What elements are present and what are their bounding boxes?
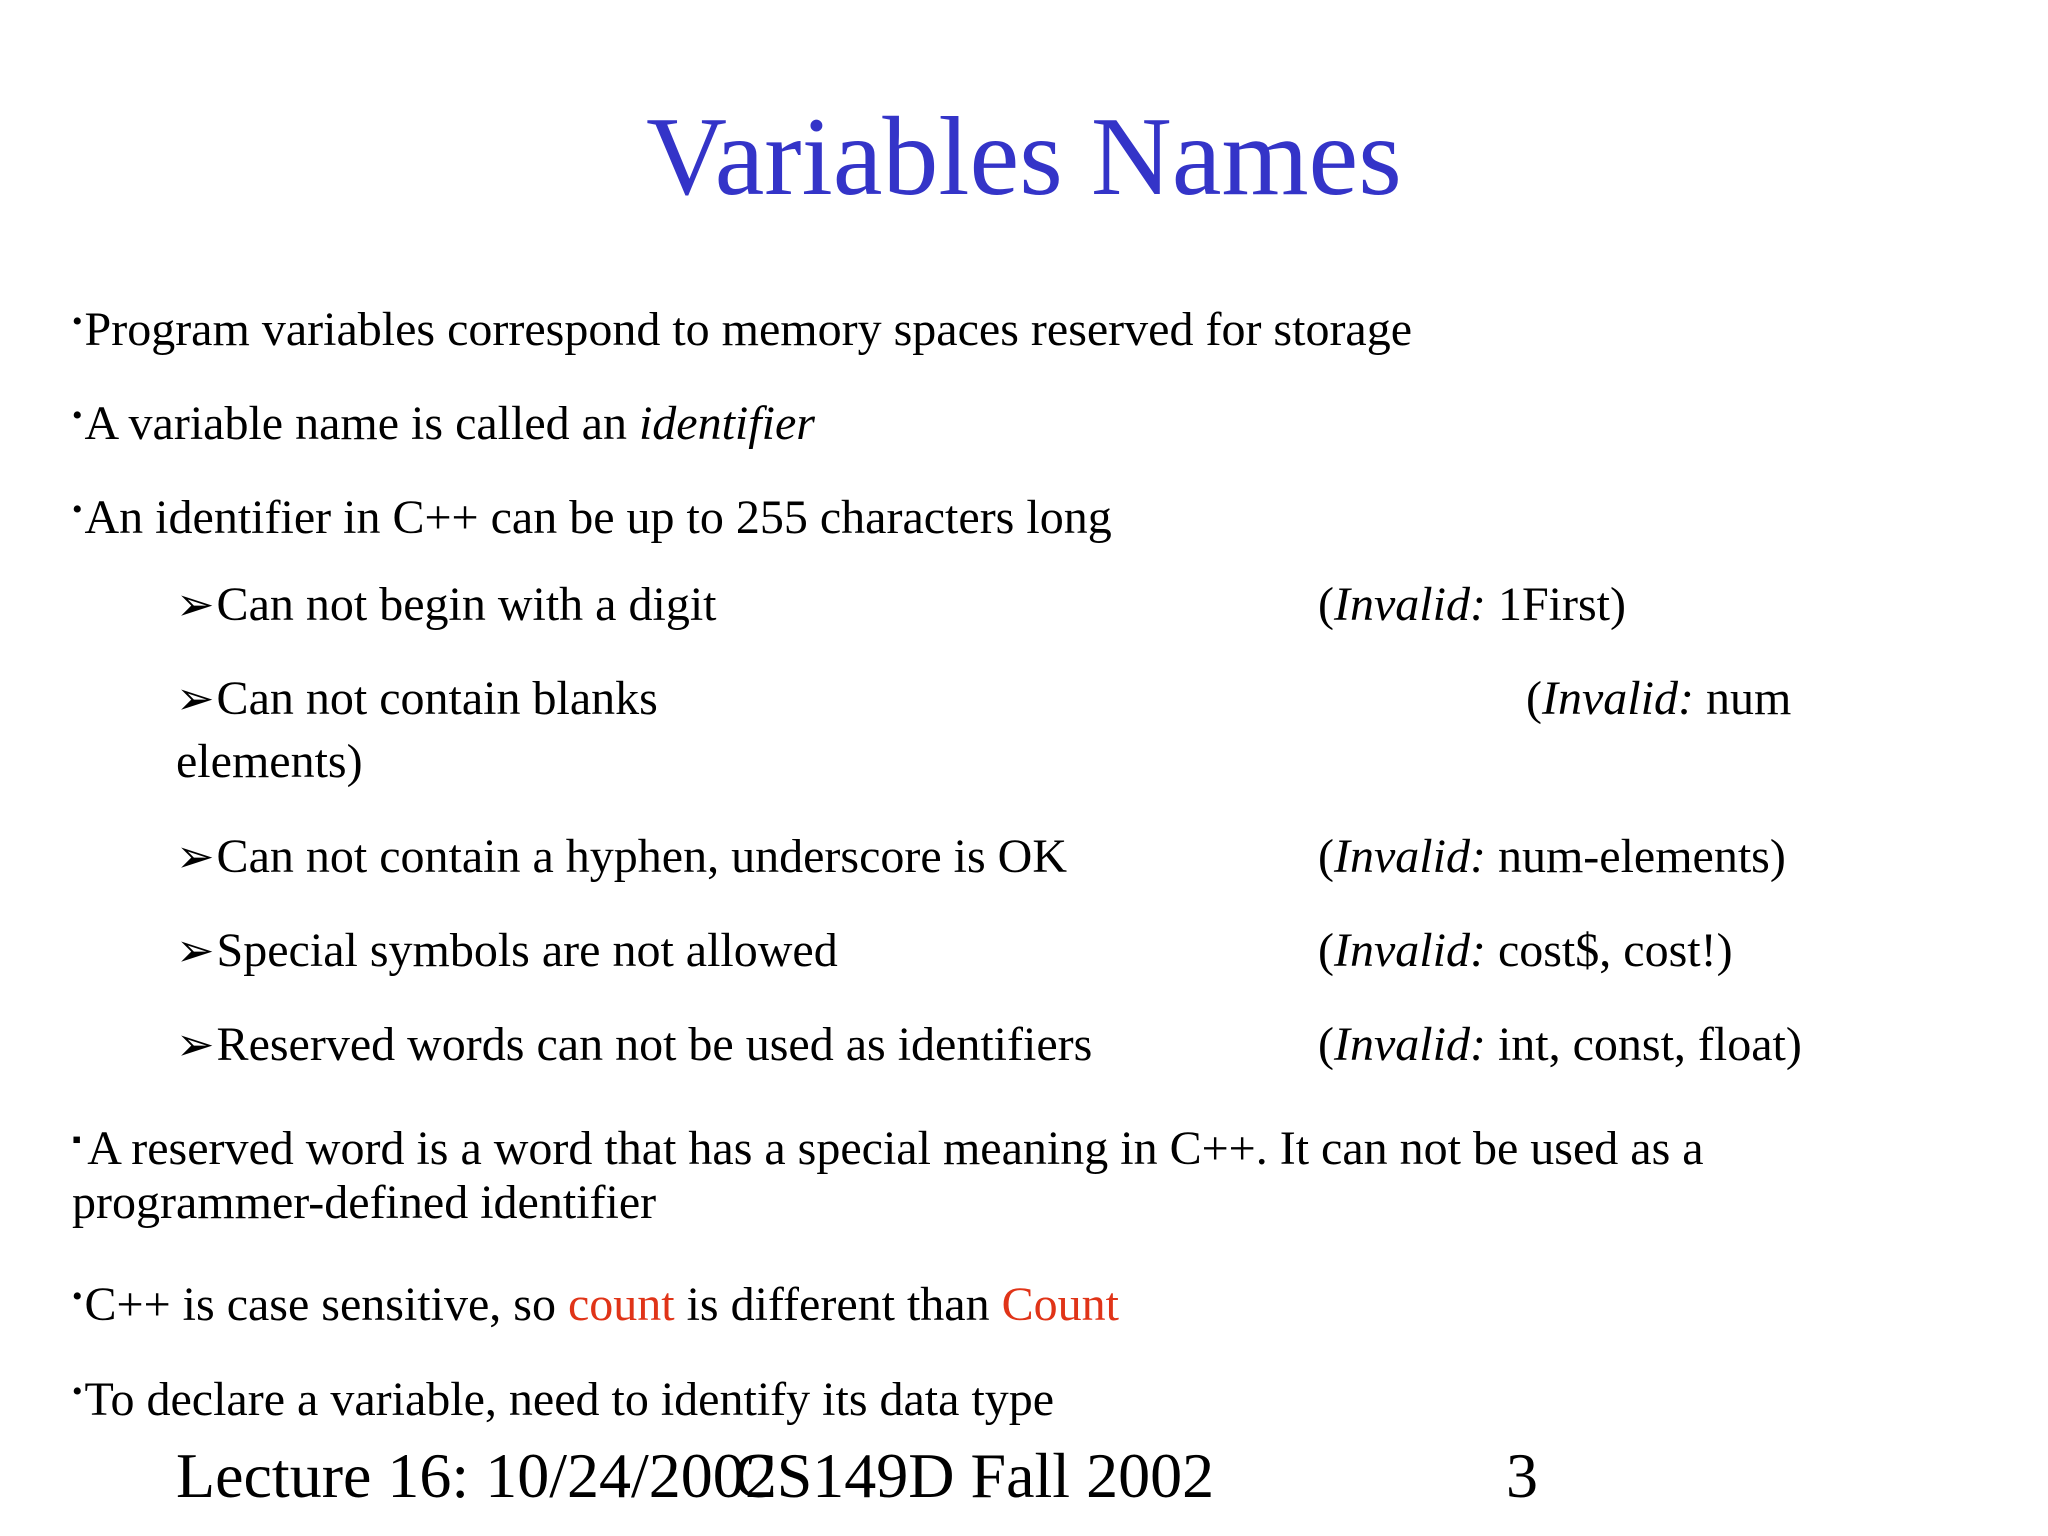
- bullet-icon: •: [72, 1280, 83, 1313]
- bullet-reserved-word-wrap: programmer-defined identifier: [72, 1176, 657, 1229]
- rule-text: Reserved words can not be used as identifiers: [216, 1018, 1093, 1071]
- example-value: num: [1693, 672, 1792, 725]
- rule-text: Can not contain a hyphen, underscore is OK: [216, 830, 1067, 883]
- bullet-text: A reserved word is a word that has a special meaning in C++. It can not be used as a: [87, 1122, 1704, 1175]
- rule-text: Special symbols are not allowed: [216, 924, 838, 977]
- bullet-text-mid: is different than: [674, 1278, 1002, 1331]
- footer-lecture: Lecture 16: 10/24/2002: [176, 1440, 777, 1511]
- footer-course: CS149D Fall 2002: [734, 1440, 1215, 1511]
- rule-text: Can not begin with a digit: [216, 578, 717, 631]
- bullet-text: C++ is case sensitive, so: [84, 1278, 568, 1331]
- bullet-icon: •: [72, 399, 83, 432]
- bullet-case-sensitive: [72, 1266, 1119, 1336]
- bullet-declare-variable: [72, 1361, 1054, 1431]
- bullet-text: To declare a variable, need to identify its data type: [84, 1373, 1055, 1426]
- invalid-label: Invalid:: [1333, 1018, 1486, 1071]
- rule-text: Can not contain blanks: [216, 672, 658, 725]
- paren: (: [1318, 924, 1334, 977]
- example-value: cost$, cost!): [1485, 924, 1733, 977]
- invalid-label: Invalid:: [1333, 578, 1486, 631]
- paren: (: [1318, 1018, 1334, 1071]
- bullet-reserved-word: [72, 1109, 1704, 1180]
- footer-page-number: 3: [1506, 1440, 1538, 1511]
- paren: (: [1318, 578, 1334, 631]
- rule-item: [176, 826, 1067, 888]
- identifier-term: identifier: [638, 397, 815, 450]
- square-bullet-icon: ▪: [72, 1125, 82, 1154]
- highlight-count-upper: Count: [1001, 1278, 1119, 1331]
- slide-title: Variables Names: [646, 95, 1402, 219]
- rule-example: [1318, 826, 1786, 888]
- arrow-bullet-icon: ➢: [176, 579, 215, 630]
- bullet-text: Program variables correspond to memory spaces reserved for storage: [84, 303, 1413, 356]
- arrow-bullet-icon: ➢: [176, 831, 215, 882]
- rule-example: [1318, 920, 1733, 982]
- bullet-icon: •: [72, 1375, 83, 1408]
- rule-example: [1526, 668, 1791, 730]
- bullet-icon: •: [72, 493, 83, 526]
- highlight-count-lower: count: [567, 1278, 675, 1331]
- bullet-text: A variable name is called an: [84, 397, 639, 450]
- rule-item: [176, 574, 717, 636]
- rule-item: [176, 1014, 1092, 1076]
- rule-item: [176, 920, 838, 982]
- paren: (: [1318, 830, 1334, 883]
- arrow-bullet-icon: ➢: [176, 1019, 215, 1070]
- rule-example: [1318, 574, 1626, 636]
- rule-item: [176, 668, 658, 730]
- rule-example-wrap: elements): [176, 735, 363, 788]
- bullet-text: An identifier in C++ can be up to 255 characters long: [84, 491, 1112, 544]
- bullet-memory-spaces: [72, 291, 1412, 361]
- example-value: num-elements): [1485, 830, 1786, 883]
- invalid-label: Invalid:: [1333, 924, 1486, 977]
- bullet-identifier-length: [72, 479, 1112, 549]
- rule-example: [1318, 1014, 1802, 1076]
- arrow-bullet-icon: ➢: [176, 925, 215, 976]
- bullet-icon: •: [72, 305, 83, 338]
- example-value: 1First): [1485, 578, 1626, 631]
- invalid-label: Invalid:: [1541, 672, 1694, 725]
- invalid-label: Invalid:: [1333, 830, 1486, 883]
- paren: (: [1526, 672, 1542, 725]
- example-value: int, const, float): [1485, 1018, 1802, 1071]
- arrow-bullet-icon: ➢: [176, 673, 215, 724]
- bullet-identifier: [72, 385, 815, 455]
